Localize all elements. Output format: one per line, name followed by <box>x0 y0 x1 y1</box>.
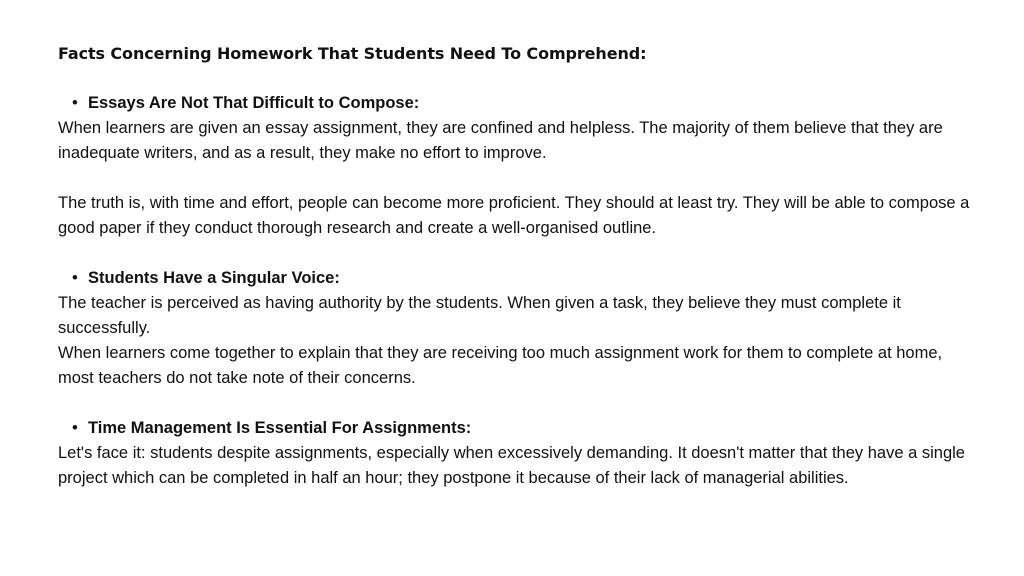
section-heading-essays <box>72 91 973 116</box>
document-body <box>58 41 973 491</box>
paragraph: When learners are given an essay assignment, they are confined and helpless. The majority of them believe that they are inadequate writers, and as a result, they make no effort to improve. <box>58 119 943 162</box>
spacer <box>58 241 973 266</box>
bullet-icon: • <box>72 419 78 437</box>
paragraph: The teacher is perceived as having authority by the students. When given a task, they believe they must complete it successfully. <box>58 294 901 337</box>
paragraph: Let's face it: students despite assignments, especially when excessively demanding. It doesn't matter that they have a single project which can be completed in half an hour; they postpone it because of their lack of managerial abilities. <box>58 444 965 487</box>
section-heading-voice <box>72 266 973 291</box>
spacer <box>58 166 973 191</box>
section-heading-text: Essays Are Not That Difficult to Compose: <box>88 94 420 112</box>
spacer <box>58 391 973 416</box>
section-heading-text: Time Management Is Essential For Assignments: <box>88 419 472 437</box>
spacer <box>58 66 973 91</box>
paragraph: The truth is, with time and effort, people can become more proficient. They should at least try. They will be able to compose a good paper if they conduct thorough research and create a well-organised outline. <box>58 194 970 237</box>
document-title: Facts Concerning Homework That Students Need To Comprehend: <box>58 44 647 63</box>
bullet-icon: • <box>72 269 78 287</box>
bullet-icon: • <box>72 94 78 112</box>
section-heading-text: Students Have a Singular Voice: <box>88 269 340 287</box>
section-heading-time-management <box>72 416 973 441</box>
paragraph: When learners come together to explain that they are receiving too much assignment work for them to complete at home, most teachers do not take note of their concerns. <box>58 344 943 387</box>
